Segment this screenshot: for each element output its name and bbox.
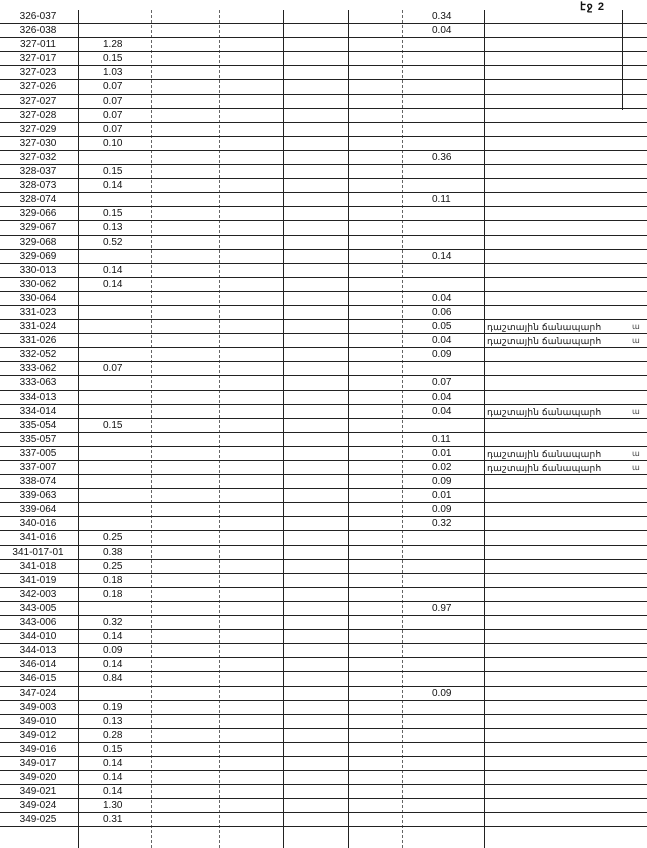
parcel-code: 327-026 (19, 81, 57, 93)
parcel-code: 349-010 (19, 715, 57, 727)
parcel-code: 329-067 (19, 222, 57, 234)
parcel-code: 328-074 (19, 194, 57, 206)
table-row (0, 179, 647, 193)
table-row (0, 701, 647, 715)
table-row (0, 658, 647, 672)
table-row (0, 221, 647, 235)
area-value-a: 0.07 (103, 109, 123, 121)
area-value-b: 0.09 (432, 476, 452, 488)
parcel-code: 331-026 (19, 335, 57, 347)
table-row (0, 531, 647, 545)
parcel-code: 341-017-01 (12, 546, 64, 558)
table-row (0, 137, 647, 151)
note-overflow: ա (632, 322, 640, 332)
area-value-a: 0.07 (103, 81, 123, 93)
parcel-code: 331-024 (19, 321, 57, 333)
table-row (0, 616, 647, 630)
table-row (0, 109, 647, 123)
area-value-b: 0.06 (432, 306, 452, 318)
parcel-code: 326-037 (19, 11, 57, 22)
parcel-code: 330-062 (19, 278, 57, 290)
area-value-a: 0.07 (103, 123, 123, 135)
table-row (0, 588, 647, 602)
parcel-code: 349-020 (19, 772, 57, 784)
area-value-b: 0.04 (432, 405, 452, 417)
area-value-a: 1.03 (103, 67, 123, 79)
area-value-a: 1.30 (103, 800, 123, 812)
parcel-code: 328-073 (19, 180, 57, 192)
parcel-code: 340-016 (19, 518, 57, 530)
table-row (0, 207, 647, 221)
parcel-code: 330-064 (19, 292, 57, 304)
parcel-code: 329-069 (19, 250, 57, 262)
parcel-code: 327-029 (19, 123, 57, 135)
table-row (0, 672, 647, 686)
table-row (0, 419, 647, 433)
parcel-code: 337-005 (19, 447, 57, 459)
area-value-b: 0.09 (432, 687, 452, 699)
note-text: դաշտային ճանապարհ (487, 406, 602, 417)
area-value-b: 0.04 (432, 335, 452, 347)
parcel-code: 334-014 (19, 405, 57, 417)
table-row (0, 10, 647, 24)
area-value-b: 0.36 (432, 151, 452, 163)
table-row (0, 292, 647, 306)
area-value-b: 0.09 (432, 349, 452, 361)
area-value-b: 0.04 (432, 292, 452, 304)
table-row (0, 264, 647, 278)
parcel-code: 335-054 (19, 419, 57, 431)
note-text: դաշտային ճանապարհ (487, 463, 602, 473)
table-row (0, 560, 647, 574)
table-row (0, 771, 647, 785)
table-row (0, 320, 647, 334)
table-row (0, 630, 647, 644)
parcel-code: 349-017 (19, 757, 57, 769)
parcel-code: 346-015 (19, 673, 57, 685)
area-value-b: 0.01 (432, 490, 452, 502)
parcel-code: 349-025 (19, 814, 57, 826)
area-value-a: 0.15 (103, 53, 123, 65)
parcel-code: 337-007 (19, 462, 57, 473)
table-row (0, 715, 647, 729)
table-row (0, 813, 647, 827)
area-value-b: 0.34 (432, 11, 452, 22)
area-value-a: 0.25 (103, 532, 123, 544)
area-value-a: 0.14 (103, 786, 123, 798)
area-value-a: 0.52 (103, 236, 123, 248)
table-row (0, 95, 647, 109)
parcel-code: 327-030 (19, 137, 57, 149)
table-row (0, 602, 647, 616)
table-row (0, 785, 647, 799)
table-row (0, 236, 647, 250)
area-value-a: 0.15 (103, 419, 123, 431)
table-row (0, 391, 647, 405)
parcel-code: 339-064 (19, 504, 57, 516)
parcel-code: 327-011 (20, 39, 56, 51)
parcel-code: 343-006 (19, 617, 57, 629)
area-value-a: 0.10 (103, 137, 123, 149)
table-row (0, 348, 647, 362)
parcel-code: 344-010 (19, 631, 57, 643)
area-value-b: 0.04 (432, 25, 452, 37)
table-row (0, 151, 647, 165)
area-value-b: 0.14 (432, 250, 452, 262)
area-value-b: 0.11 (432, 433, 451, 445)
area-value-a: 0.84 (103, 673, 123, 685)
parcel-code: 332-052 (19, 349, 57, 361)
area-value-b: 0.07 (432, 377, 452, 389)
area-value-b: 0.97 (432, 602, 452, 614)
table-row (0, 80, 647, 94)
table-row (0, 546, 647, 560)
note-text: դաշտային ճանապարհ (487, 448, 602, 459)
table-row (0, 517, 647, 531)
table-row (0, 193, 647, 207)
area-value-b: 0.11 (432, 194, 451, 206)
parcel-code: 329-068 (19, 236, 57, 248)
parcel-code: 344-013 (19, 645, 57, 657)
table-row (0, 334, 647, 348)
parcel-code: 342-003 (19, 588, 57, 600)
page-number: էջ 2 (580, 1, 605, 13)
area-value-b: 0.02 (432, 462, 452, 473)
parcel-code: 339-063 (19, 490, 57, 502)
table-row (0, 278, 647, 292)
table-row (0, 52, 647, 66)
table-row (0, 376, 647, 390)
parcel-code: 349-003 (19, 701, 57, 713)
table-row (0, 66, 647, 80)
table-row (0, 644, 647, 658)
parcel-code: 329-066 (19, 208, 57, 220)
area-value-b: 0.04 (432, 391, 452, 403)
table-row (0, 123, 647, 137)
table-row (0, 447, 647, 461)
table-row (0, 574, 647, 588)
table-row (0, 24, 647, 38)
parcel-code: 349-012 (19, 729, 57, 741)
area-value-a: 0.13 (103, 715, 123, 727)
parcel-code: 349-024 (19, 800, 57, 812)
note-overflow: ա (632, 406, 640, 416)
parcel-code: 333-062 (19, 363, 57, 375)
area-value-a: 0.15 (103, 166, 123, 178)
area-value-b: 0.05 (432, 321, 452, 333)
table-row (0, 362, 647, 376)
parcel-code: 327-028 (19, 109, 57, 121)
table-row (0, 729, 647, 743)
parcel-code: 327-032 (19, 151, 57, 163)
parcel-code: 331-023 (19, 306, 57, 318)
area-value-a: 0.31 (103, 814, 123, 826)
area-value-a: 0.32 (103, 617, 123, 629)
parcel-code: 341-019 (19, 574, 57, 586)
parcel-code: 335-057 (19, 433, 57, 445)
parcel-code: 330-013 (19, 264, 57, 276)
table-row (0, 743, 647, 757)
area-value-a: 0.09 (103, 645, 123, 657)
table-row (0, 799, 647, 813)
table-row (0, 38, 647, 52)
parcel-code: 343-005 (19, 602, 57, 614)
area-value-a: 0.15 (103, 743, 123, 755)
area-value-a: 0.14 (103, 631, 123, 643)
table-row (0, 475, 647, 489)
table-row (0, 250, 647, 264)
note-overflow: ա (632, 448, 640, 458)
parcel-code: 341-018 (19, 560, 57, 572)
table-row (0, 687, 647, 701)
area-value-a: 1.28 (103, 39, 123, 51)
parcel-code: 349-016 (19, 743, 57, 755)
note-text: դաշտային ճանապարհ (487, 322, 602, 333)
table-row (0, 489, 647, 503)
area-value-b: 0.32 (432, 518, 452, 530)
area-value-b: 0.01 (432, 447, 452, 459)
area-value-a: 0.14 (103, 757, 123, 769)
parcel-code: 338-074 (19, 476, 57, 488)
parcel-code: 333-063 (19, 377, 57, 389)
area-value-a: 0.07 (103, 95, 123, 107)
area-value-a: 0.18 (103, 588, 123, 600)
table-row (0, 503, 647, 517)
area-value-a: 0.14 (103, 264, 123, 276)
table-row (0, 405, 647, 419)
area-value-a: 0.14 (103, 278, 123, 290)
parcel-code: 327-023 (19, 67, 57, 79)
area-value-a: 0.25 (103, 560, 123, 572)
area-value-a: 0.28 (103, 729, 123, 741)
area-value-b: 0.09 (432, 504, 452, 516)
parcel-code: 327-027 (19, 95, 57, 107)
area-value-a: 0.14 (103, 772, 123, 784)
parcel-code: 327-017 (19, 53, 57, 65)
area-value-a: 0.18 (103, 574, 123, 586)
table-row (0, 757, 647, 771)
parcel-code: 346-014 (19, 659, 57, 671)
note-text: դաշտային ճանապարհ (487, 336, 602, 347)
table-row (0, 165, 647, 179)
parcel-code: 328-037 (19, 166, 57, 178)
parcel-code: 341-016 (19, 532, 57, 544)
parcel-code: 349-021 (19, 786, 57, 798)
parcel-code: 347-024 (19, 687, 57, 699)
parcel-code: 334-013 (19, 391, 57, 403)
parcel-code: 326-038 (19, 25, 57, 37)
area-value-a: 0.19 (103, 701, 123, 713)
area-value-a: 0.07 (103, 363, 123, 375)
table-row (0, 306, 647, 320)
table-row (0, 433, 647, 447)
area-value-a: 0.15 (103, 208, 123, 220)
area-value-a: 0.14 (103, 180, 123, 192)
note-overflow: ա (632, 463, 640, 472)
table-row (0, 461, 647, 475)
area-value-a: 0.14 (103, 659, 123, 671)
parcel-table (0, 10, 647, 827)
note-overflow: ա (632, 336, 640, 346)
area-value-a: 0.13 (103, 222, 123, 234)
area-value-a: 0.38 (103, 546, 123, 558)
